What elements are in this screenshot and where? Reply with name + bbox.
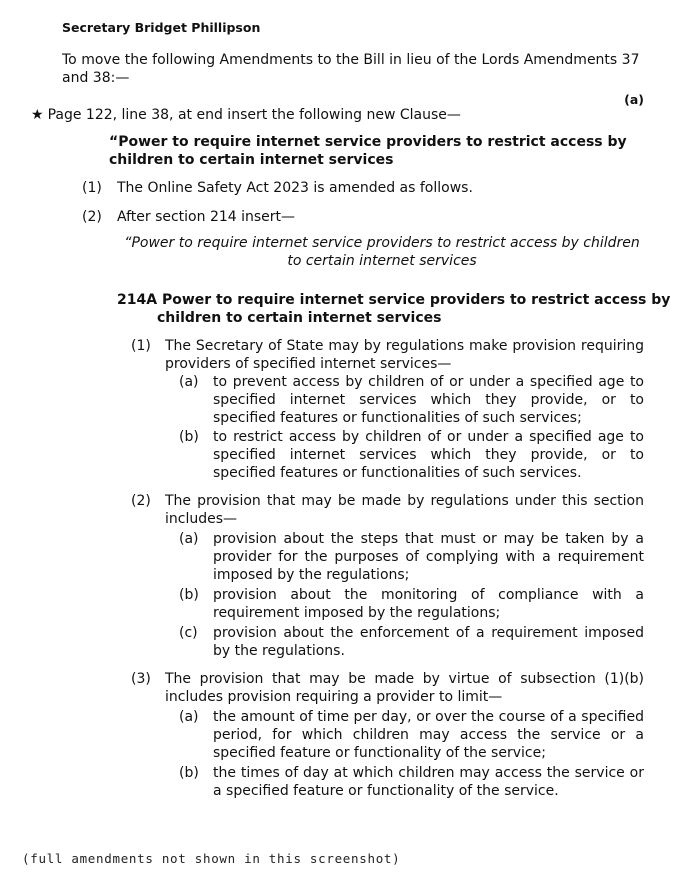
section-heading <box>117 291 684 327</box>
subsection-3-item-a-text: the amount of time per day, or over the course of a specified period, for which children may access the service or a specified feature or functionality of the service; <box>213 709 644 761</box>
amendment-label: (a) <box>624 92 644 107</box>
clause-para-2-text: After section 214 insert— <box>117 209 296 225</box>
subsection-1-item-a-text: to prevent access by children of or under a specified age to specified internet services which they provide, or to specified features or functionalities of such services; <box>213 374 644 426</box>
clause-para-2-num: (2) <box>82 209 102 225</box>
subsection-2-item-a-text: provision about the steps that must or may be taken by a provider for the purposes of complying with a requirement imposed by the regulations; <box>213 531 644 583</box>
subsection-1-item-a-num: (a) <box>179 374 199 390</box>
subsection-2-item-a-num: (a) <box>179 531 199 547</box>
footer-note: (full amendments not shown in this screenshot) <box>22 851 401 866</box>
subsection-1-item-b-num: (b) <box>179 429 199 445</box>
inserted-heading: “Power to require internet service providers to restrict access by children to certain internet services <box>124 235 640 269</box>
subsection-3-item-b-num: (b) <box>179 765 199 781</box>
subsection-3-item-b-text: the times of day at which children may access the service or a specified feature or functionality of the service. <box>213 765 644 799</box>
subsection-3-num: (3) <box>131 671 151 687</box>
subsection-3-text: The provision that may be made by virtue of subsection (1)(b) includes provision requiring a provider to limit— <box>165 671 644 705</box>
subsection-1-text: The Secretary of State may by regulations make provision requiring providers of specified internet services— <box>165 338 644 372</box>
subsection-2-text: The provision that may be made by regulations under this section includes— <box>165 493 644 527</box>
clause-heading: “Power to require internet service providers to restrict access by children to certain internet services <box>109 134 627 168</box>
subsection-2-item-b-text: provision about the monitoring of compliance with a requirement imposed by the regulations; <box>213 587 644 621</box>
subsection-1-num: (1) <box>131 338 151 354</box>
subsection-2-item-c-text: provision about the enforcement of a requirement imposed by the regulations. <box>213 625 644 659</box>
subsection-1-item-b-text: to restrict access by children of or under a specified age to specified internet services which they provide, or to specified features or functionalities of such services. <box>213 429 644 481</box>
intro-text: To move the following Amendments to the Bill in lieu of the Lords Amendments 37 and 38:— <box>62 52 640 86</box>
section-title: Power to require internet service providers to restrict access by children to certain internet services <box>157 292 671 326</box>
location-text: Page 122, line 38, at end insert the following new Clause— <box>47 107 461 123</box>
subsection-2-item-b-num: (b) <box>179 587 199 603</box>
mover-name: Secretary Bridget Phillipson <box>62 20 261 35</box>
clause-para-1-text: The Online Safety Act 2023 is amended as follows. <box>117 180 473 196</box>
subsection-2-num: (2) <box>131 493 151 509</box>
clause-para-1-num: (1) <box>82 180 102 196</box>
section-number: 214A <box>117 292 158 308</box>
subsection-3-item-a-num: (a) <box>179 709 199 725</box>
star-icon: ★ <box>31 107 44 123</box>
subsection-2-item-c-num: (c) <box>179 625 198 641</box>
location-line <box>31 106 631 124</box>
